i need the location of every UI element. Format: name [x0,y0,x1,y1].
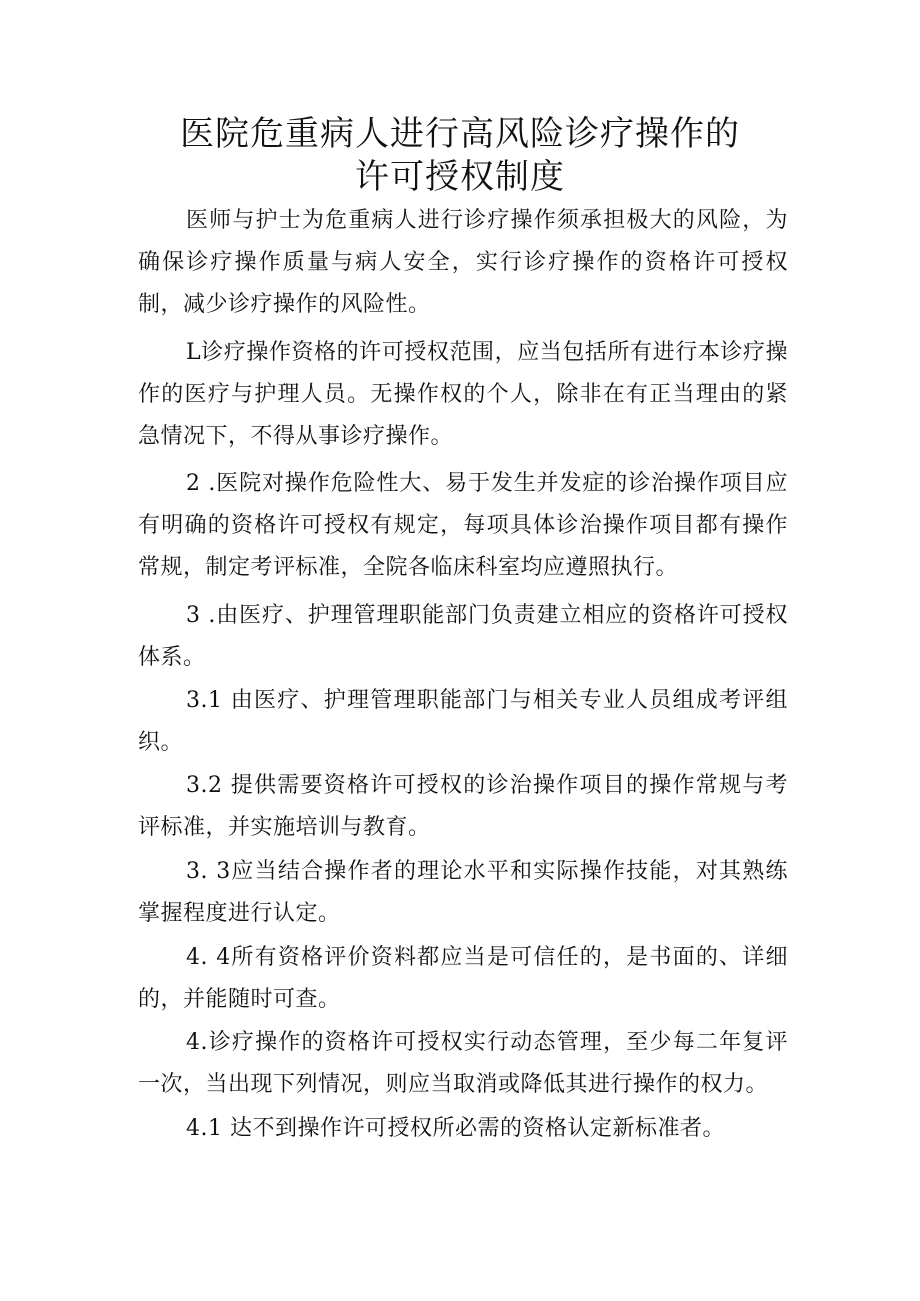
document-title-line-1: 医院危重病人进行高风险诊疗操作的 [180,114,740,154]
clause-3-2-paragraph: 3.2 提供需要资格许可授权的诊治操作项目的操作常规与考评标准，并实施培训与教育。 [138,773,788,840]
clause-3-1-paragraph: 3.1 由医疗、护理管理职能部门与相关专业人员组成考评组织。 [138,688,788,755]
clause-1-paragraph: L诊疗操作资格的许可授权范围，应当包括所有进行本诊疗操作的医疗与护理人员。无操作权的个人，除非在有正当理由的紧急情况下，不得从事诊疗操作。 [138,340,788,449]
clause-2-paragraph: 2 .医院对操作危险性大、易于发生并发症的诊治操作项目应有明确的资格许可授权有规定，每项具体诊治操作项目都有操作常规，制定考评标准，全院各临床科室均应遵照执行。 [138,471,788,580]
clause-4-1-paragraph: 4.1 达不到操作许可授权所必需的资格认定新标准者。 [186,1116,725,1141]
intro-paragraph: 医师与护士为危重病人进行诊疗操作须承担极大的风险，为确保诊疗操作质量与病人安全，实行诊疗操作的资格许可授权制，减少诊疗操作的风险性。 [138,208,788,317]
document-title-line-2: 许可授权制度 [355,157,565,197]
clause-3-3-paragraph: 3. 3应当结合操作者的理论水平和实际操作技能，对其熟练掌握程度进行认定。 [138,859,788,926]
clause-4-4-paragraph: 4. 4所有资格评价资料都应当是可信任的，是书面的、详细的，并能随时可查。 [138,945,788,1012]
clause-4-paragraph: 4.诊疗操作的资格许可授权实行动态管理，至少每二年复评一次，当出现下列情况，则应当取消或降低其进行操作的权力。 [138,1030,788,1097]
clause-3-paragraph: 3 .由医疗、护理管理职能部门负责建立相应的资格许可授权体系。 [138,603,788,670]
